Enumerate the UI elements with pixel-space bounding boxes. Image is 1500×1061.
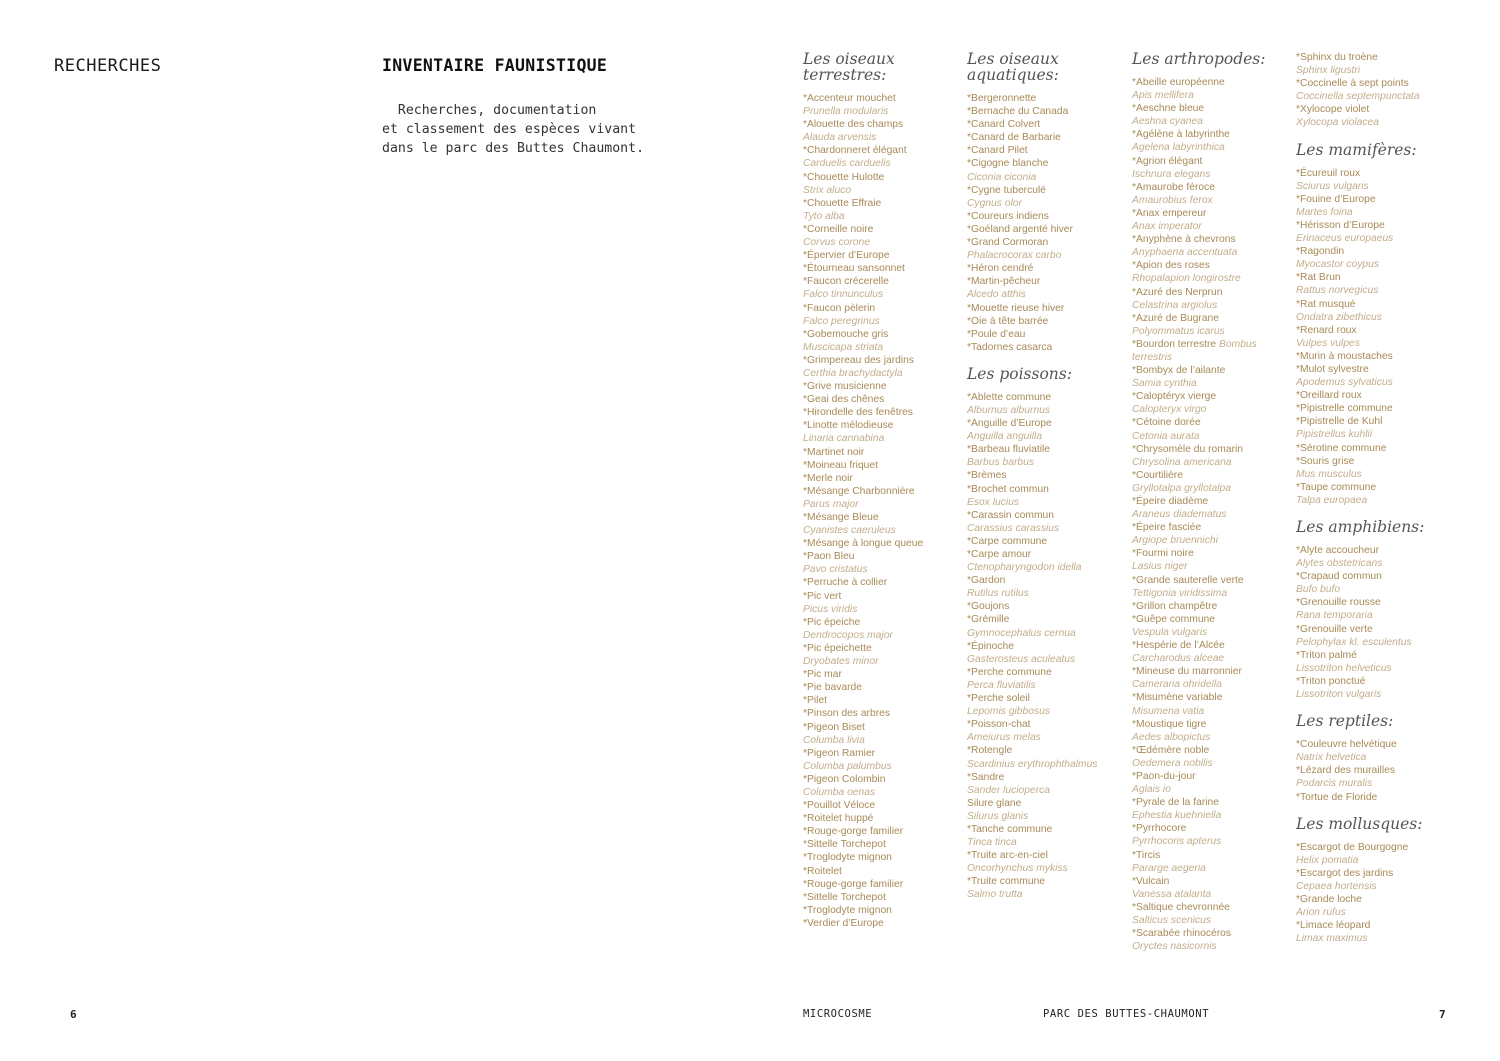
- species-latin-name: Barbus barbus: [967, 457, 1034, 469]
- species-latin-name: Vanessa atalanta: [1132, 888, 1212, 900]
- group-heading: Les arthropodes:: [1132, 50, 1266, 68]
- species-common-name: *Pigeon Biset: [803, 721, 865, 733]
- species-common-name: *Gardon: [967, 575, 1006, 587]
- species-common-name: *Martin-pêcheur: [967, 276, 1041, 288]
- page-number-right: 7: [1439, 1008, 1447, 1021]
- species-common-name: *Anax empereur: [1132, 207, 1207, 219]
- species-common-name: *Anguille d’Europe: [967, 418, 1052, 430]
- species-latin-name: Aeshna cyanea: [1132, 116, 1203, 128]
- species-common-name: *Triton palmé: [1296, 649, 1357, 661]
- species-common-name: *Caloptéryx vierge: [1132, 391, 1217, 403]
- species-latin-name: Mus musculus: [1296, 468, 1362, 480]
- species-common-name: *Taupe commune: [1296, 481, 1377, 493]
- species-common-name: *Pinson des arbres: [803, 708, 891, 720]
- species-latin-name: Helix pomatia: [1296, 854, 1359, 866]
- species-latin-name: Pelophylax kl. esculentus: [1296, 636, 1412, 648]
- species-latin-name: Sciurus vulgaris: [1296, 180, 1369, 192]
- species-latin-name: Falco tinnunculus: [803, 289, 884, 301]
- species-common-name: *Linotte mélodieuse: [803, 420, 894, 432]
- species-list: [1132, 76, 1292, 953]
- species-latin-name: Strix aluco: [803, 184, 852, 196]
- species-latin-name: Rana temporaria: [1296, 610, 1373, 622]
- species-common-name: *Aeschne bleue: [1132, 103, 1205, 115]
- species-common-name: *Chouette Effraie: [803, 197, 882, 209]
- species-common-name: *Misumène variable: [1132, 692, 1223, 704]
- species-list: [967, 391, 1127, 902]
- species-common-name: *Truite commune: [967, 876, 1046, 888]
- species-common-name: *Grémille: [967, 614, 1010, 626]
- species-group: [967, 366, 1127, 902]
- species-common-name: *Guêpe commune: [1132, 613, 1215, 625]
- species-list: [1296, 841, 1456, 946]
- species-common-name: *Fouine d’Europe: [1296, 193, 1376, 205]
- species-latin-name: Talpa europaea: [1296, 494, 1368, 506]
- species-common-name: *Grive musicienne: [803, 381, 887, 393]
- species-common-name: *Rouge-gorge familier: [803, 878, 904, 890]
- section-label: RECHERCHES: [54, 56, 162, 76]
- species-latin-name: terrestris: [1132, 351, 1173, 363]
- species-latin-name: Salmo trutta: [967, 889, 1023, 901]
- species-group: [1296, 713, 1456, 803]
- page-title: INVENTAIRE FAUNISTIQUE: [382, 56, 608, 75]
- species-latin-name: Dryobates minor: [803, 656, 879, 668]
- species-common-name: *Poisson-chat: [967, 719, 1031, 731]
- species-common-name: *Pilet: [803, 695, 828, 707]
- species-latin-name: Cygnus olor: [967, 197, 1022, 209]
- species-common-name: *Canard Pilet: [967, 145, 1028, 157]
- species-group: [1132, 51, 1292, 953]
- intro-line: dans le parc des Buttes Chaumont.: [382, 141, 645, 156]
- species-common-name: *Moustique tigre: [1132, 718, 1207, 730]
- species-common-name: *Perruche à collier: [803, 577, 888, 589]
- species-latin-name: Corvus corone: [803, 237, 870, 249]
- species-common-name: *Canard Colvert: [967, 119, 1041, 131]
- group-heading: Les mollusques:: [1296, 814, 1423, 833]
- species-common-name: *Mouette rieuse hiver: [967, 302, 1065, 314]
- group-heading: Les poissons:: [967, 364, 1072, 383]
- species-common-name: *Lézard des murailles: [1296, 765, 1396, 777]
- species-common-name: *Grenouille verte: [1296, 623, 1373, 635]
- species-latin-name: Columba oenas: [803, 786, 876, 798]
- species-latin-name: Lepomis gibbosus: [967, 706, 1050, 718]
- species-common-name: *Écureuil roux: [1296, 167, 1361, 179]
- species-common-name: *Pyrale de la farine: [1132, 797, 1220, 809]
- species-common-name: *Ablette commune: [967, 391, 1052, 403]
- species-latin-name: Erinaceus europaeus: [1296, 233, 1394, 245]
- species-common-name: *Grenouille rousse: [1296, 597, 1381, 609]
- species-common-name: *Mésange Charbonnière: [803, 485, 915, 497]
- species-common-name: *Verdier d’Europe: [803, 917, 884, 929]
- species-common-name: *Pipistrelle de Kuhl: [1296, 416, 1383, 428]
- species-latin-name: Salticus scenicus: [1132, 915, 1211, 926]
- species-common-name: *Apion des roses: [1132, 260, 1210, 272]
- species-common-name: *Ragondin: [1296, 246, 1345, 258]
- species-common-name: *Merle noir: [803, 472, 853, 484]
- species-common-name: *Martinet noir: [803, 446, 865, 458]
- species-common-name: *Rouge-gorge familier: [803, 826, 904, 838]
- species-group: [1296, 51, 1456, 130]
- species-latin-name: Tettigonia viridissima: [1132, 587, 1228, 599]
- species-common-name: *Carassin commun: [967, 509, 1054, 521]
- species-common-name: *Agrion élégant: [1132, 155, 1203, 167]
- species-common-name: *Alouette des champs: [803, 119, 904, 131]
- species-latin-name: Oncorhynchus mykiss: [967, 863, 1068, 875]
- species-common-name: *Pic épeiche: [803, 616, 861, 628]
- species-latin-name: Calopteryx virgo: [1132, 404, 1207, 416]
- species-group: [1296, 816, 1456, 946]
- species-latin-name: Gryllotalpa gryllotalpa: [1132, 482, 1232, 494]
- species-common-name: *Amaurobe féroce: [1132, 181, 1215, 193]
- species-list: [1296, 167, 1456, 507]
- species-latin-name: Cepaea hortensis: [1296, 880, 1377, 892]
- species-latin-name: Columba livia: [803, 734, 865, 746]
- species-latin-name: Samia cynthia: [1132, 378, 1197, 390]
- species-common-name: *Gobemouche gris: [803, 328, 889, 340]
- species-latin-name: Pipistrellus kuhlii: [1296, 429, 1373, 441]
- species-latin-name: Oedemera nobilis: [1132, 757, 1213, 769]
- species-latin-name: Phalacrocorax carbo: [967, 250, 1062, 262]
- species-common-name: *Faucon pèlerin: [803, 302, 876, 314]
- species-common-name: *Azuré de Bugrane: [1132, 312, 1220, 324]
- species-common-name: *Coureurs indiens: [967, 210, 1049, 222]
- species-latin-name: Columba palumbus: [803, 760, 892, 772]
- species-latin-name: Prunella modularis: [803, 106, 889, 118]
- species-common-name: *Mulot sylvestre: [1296, 363, 1369, 375]
- species-latin-name: Gasterosteus aculeatus: [967, 653, 1076, 665]
- species-latin-name: Apis mellifera: [1132, 90, 1194, 102]
- species-common-name: *Triton ponctué: [1296, 675, 1366, 687]
- species-latin-name: Vulpes vulpes: [1296, 337, 1360, 349]
- species-group: [967, 51, 1127, 354]
- group-heading: Les oiseaux terrestres:: [803, 50, 895, 84]
- species-common-name: *Oreillard roux: [1296, 390, 1362, 402]
- species-common-name: *Pipistrelle commune: [1296, 403, 1393, 415]
- species-common-name: *Roitelet huppé: [803, 813, 874, 825]
- species-common-name: *Souris grise: [1296, 455, 1355, 467]
- species-latin-name: Carcharodus alceae: [1132, 653, 1225, 665]
- species-common-name: *Escargot des jardins: [1296, 867, 1394, 879]
- species-common-name: *Héron cendré: [967, 263, 1034, 275]
- species-latin-name: Anax imperator: [1132, 221, 1202, 233]
- species-latin-name: Sander lucioperca: [967, 784, 1050, 796]
- species-latin-name: Bombus: [1219, 338, 1257, 350]
- species-common-name: *Hespérie de l’Alcée: [1132, 640, 1225, 652]
- species-common-name: *Hirondelle des fenêtres: [803, 407, 913, 419]
- species-common-name: *Canard de Barbarie: [967, 132, 1061, 144]
- species-common-name: *Brochet commun: [967, 483, 1049, 495]
- species-common-name: *Fourmi noire: [1132, 548, 1194, 560]
- species-common-name: *Épervier d’Europe: [803, 250, 890, 262]
- species-common-name: *Mésange à longue queue: [803, 538, 924, 550]
- species-latin-name: Perca fluviatilis: [967, 679, 1036, 691]
- species-latin-name: Certhia brachydactyla: [803, 367, 903, 379]
- species-latin-name: Lasius niger: [1132, 561, 1188, 573]
- species-common-name: *Murin à moustaches: [1296, 350, 1393, 362]
- species-common-name: *Grande sauterelle verte: [1132, 574, 1244, 586]
- species-group: [1296, 519, 1456, 701]
- species-common-name: *Cygne tuberculé: [967, 184, 1046, 196]
- species-common-name: *Accenteur mouchet: [803, 93, 896, 104]
- species-common-name: *Sittelle Torchepot: [803, 891, 886, 903]
- species-common-name: *Vulcain: [1132, 875, 1170, 887]
- species-latin-name: Cyanistes caeruleus: [803, 525, 896, 537]
- species-common-name: *Pic épeichette: [803, 642, 872, 654]
- species-latin-name: Bufo bufo: [1296, 584, 1341, 596]
- species-latin-name: Cetonia aurata: [1132, 430, 1200, 442]
- species-common-name: *Grand Cormoran: [967, 237, 1049, 249]
- species-common-name: *Abeille européenne: [1132, 77, 1225, 88]
- species-latin-name: Pyrrhocoris apterus: [1132, 836, 1222, 848]
- species-latin-name: Anguilla anguilla: [967, 431, 1042, 443]
- footer-location: PARC DES BUTTES-CHAUMONT: [1043, 1008, 1210, 1020]
- species-list: [1296, 544, 1456, 701]
- species-latin-name: Arion rufus: [1296, 907, 1346, 919]
- species-common-name: *Bombyx de l’ailante: [1132, 365, 1226, 377]
- species-latin-name: Celastrina argiolus: [1132, 299, 1218, 311]
- species-common-name: *Chrysomèle du romarin: [1132, 443, 1244, 455]
- species-list: [1296, 738, 1456, 803]
- species-common-name: *Pouillot Véloce: [803, 800, 876, 812]
- species-latin-name: Rattus norvegicus: [1296, 285, 1379, 297]
- species-group: [1296, 142, 1456, 507]
- species-column-2: [967, 51, 1127, 914]
- species-common-name: *Perche soleil: [967, 693, 1030, 705]
- intro-line: et classement des espèces vivant: [382, 122, 637, 137]
- species-latin-name: Scardinius erythrophthalmus: [967, 758, 1098, 770]
- species-latin-name: Xylocopa violacea: [1296, 117, 1379, 129]
- species-common-name: *Chardonneret élégant: [803, 145, 907, 157]
- species-common-name: *Troglodyte mignon: [803, 852, 892, 864]
- species-latin-name: Chrysolina americana: [1132, 456, 1232, 468]
- species-column-3: [1132, 51, 1292, 965]
- species-common-name: *Grande loche: [1296, 893, 1362, 905]
- footer-publication: MICROCOSME: [803, 1008, 873, 1020]
- species-common-name: *Poule d’eau: [967, 328, 1026, 340]
- species-latin-name: Ischnura elegans: [1132, 168, 1211, 180]
- species-latin-name: Podarcis muralis: [1296, 778, 1373, 790]
- species-common-name: *Barbeau fluviatile: [967, 444, 1050, 456]
- species-common-name: *Œdémère noble: [1132, 744, 1210, 756]
- species-latin-name: Tinca tinca: [967, 837, 1017, 849]
- species-latin-name: Gymnocephalus cernua: [967, 627, 1076, 639]
- species-latin-name: Araneus diadematus: [1132, 509, 1227, 521]
- species-latin-name: Alauda arvensis: [803, 132, 877, 144]
- species-latin-name: Parus major: [803, 498, 859, 510]
- species-latin-name: Pavo cristatus: [803, 564, 868, 576]
- species-latin-name: Cameraria ohridella: [1132, 679, 1222, 691]
- species-latin-name: Alburnus alburnus: [967, 404, 1050, 416]
- species-common-name: *Azuré des Nerprun: [1132, 286, 1223, 298]
- species-latin-name: Limax maximus: [1296, 933, 1368, 945]
- species-common-name: *Pigeon Colombin: [803, 773, 886, 785]
- species-common-name: *Saltique chevronnée: [1132, 901, 1230, 913]
- species-common-name: *Épinoche: [967, 640, 1014, 652]
- species-common-name: *Bergeronnette: [967, 93, 1037, 104]
- species-column-1: [803, 51, 963, 942]
- species-common-name: *Sérotine commune: [1296, 442, 1387, 454]
- species-common-name: *Mineuse du marronnier: [1132, 666, 1242, 678]
- species-common-name: *Pigeon Ramier: [803, 747, 876, 759]
- intro-line: Recherches, documentation: [382, 103, 597, 118]
- species-latin-name: Coccinella septempunctata: [1296, 91, 1420, 103]
- species-common-name: *Rat Brun: [1296, 272, 1341, 284]
- species-latin-name: Linaria cannabina: [803, 433, 885, 445]
- species-latin-name: Ctenopharyngodon idella: [967, 562, 1082, 574]
- species-column-4: [1296, 51, 1456, 957]
- species-common-name: *Troglodyte mignon: [803, 904, 892, 916]
- species-common-name: *Geai des chênes: [803, 394, 885, 406]
- species-common-name: *Épeire diadème: [1132, 496, 1209, 507]
- species-common-name: *Cigogne blanche: [967, 158, 1049, 170]
- species-latin-name: Anyphaena accentuata: [1132, 247, 1238, 259]
- species-latin-name: Myocastor coypus: [1296, 259, 1379, 271]
- species-latin-name: Ephestia kuehniella: [1132, 810, 1222, 822]
- species-common-name: *Tadornes casarca: [967, 341, 1053, 353]
- species-latin-name: Martes foina: [1296, 206, 1353, 218]
- species-common-name: *Xylocope violet: [1296, 104, 1370, 116]
- species-latin-name: Argiope bruennichi: [1132, 535, 1218, 547]
- species-common-name: [1132, 338, 1292, 351]
- species-latin-name: Tyto alba: [803, 210, 845, 222]
- species-common-name: *Perche commune: [967, 666, 1052, 678]
- species-common-name: *Rotengle: [967, 745, 1013, 757]
- species-common-name: *Paon Bleu: [803, 551, 855, 563]
- species-latin-name: Misumena vatia: [1132, 705, 1205, 717]
- species-latin-name: Aedes albopictus: [1132, 731, 1211, 743]
- species-common-name: *Sphinx du troène: [1296, 52, 1378, 63]
- species-latin-name: Lissotriton helveticus: [1296, 662, 1392, 674]
- species-common-name: *Escargot de Bourgogne: [1296, 841, 1409, 853]
- species-group: [803, 51, 963, 930]
- species-common-name-text: *Bourdon terrestre: [1132, 338, 1217, 350]
- intro-paragraph: [382, 101, 692, 158]
- group-heading: Les reptiles:: [1296, 712, 1394, 731]
- species-common-name: *Crapaud commun: [1296, 571, 1382, 583]
- species-latin-name: Falco peregrinus: [803, 315, 880, 327]
- species-latin-name: Sphinx ligustri: [1296, 65, 1361, 77]
- species-latin-name: Lissotriton vulgaris: [1296, 689, 1382, 701]
- species-common-name: *Tircis: [1132, 849, 1161, 861]
- species-common-name: *Grimpereau des jardins: [803, 354, 915, 366]
- species-common-name: *Cétoine dorée: [1132, 417, 1201, 429]
- species-list: [803, 92, 963, 930]
- species-common-name: *Faucon crécerelle: [803, 276, 889, 288]
- species-common-name: Silure glane: [967, 797, 1022, 809]
- species-common-name: *Chouette Hulotte: [803, 171, 885, 183]
- species-latin-name: Silurus glanis: [967, 810, 1029, 822]
- species-common-name: *Coccinelle à sept points: [1296, 78, 1409, 90]
- species-latin-name: Rutilus rutilus: [967, 588, 1029, 600]
- species-common-name: *Rat musqué: [1296, 298, 1356, 310]
- species-latin-name: Pararge aegeria: [1132, 862, 1206, 874]
- species-latin-name: Polyommatus icarus: [1132, 325, 1225, 337]
- species-common-name: *Pie bavarde: [803, 682, 862, 694]
- species-common-name: *Paon-du-jour: [1132, 770, 1196, 782]
- species-latin-name: Dendrocopos major: [803, 629, 893, 641]
- species-common-name: *Scarabée rhinocéros: [1132, 928, 1232, 940]
- species-latin-name: Esox lucius: [967, 496, 1020, 508]
- species-latin-name: Alytes obstetricans: [1296, 558, 1383, 570]
- species-common-name: *Roitelet: [803, 865, 842, 877]
- species-common-name: *Sittelle Torchepot: [803, 839, 886, 851]
- species-list: [1296, 51, 1456, 130]
- species-common-name: *Brèmes: [967, 470, 1007, 482]
- species-latin-name: Alcedo atthis: [967, 289, 1026, 301]
- species-common-name: *Carpe amour: [967, 549, 1032, 560]
- page-number-left: 6: [70, 1008, 78, 1021]
- species-common-name: *Oie à tête barrée: [967, 315, 1049, 327]
- species-latin-name: Agelena labyrinthica: [1132, 142, 1225, 154]
- species-common-name: *Tortue de Floride: [1296, 791, 1378, 803]
- species-latin-name: Aglais io: [1132, 784, 1171, 796]
- species-latin-name: Rhopalapion longirostre: [1132, 273, 1241, 285]
- species-common-name: *Bernache du Canada: [967, 106, 1069, 118]
- species-common-name: *Pic mar: [803, 669, 842, 681]
- group-heading: Les oiseaux aquatiques:: [967, 50, 1059, 84]
- species-common-name: *Pyrrhocore: [1132, 823, 1187, 835]
- species-common-name: *Goéland argenté hiver: [967, 223, 1073, 235]
- species-common-name: *Alyte accoucheur: [1296, 545, 1379, 556]
- species-common-name: *Renard roux: [1296, 324, 1357, 336]
- species-latin-name: Muscicapa striata: [803, 341, 884, 353]
- species-common-name: *Anyphène à chevrons: [1132, 234, 1236, 246]
- species-common-name: *Étourneau sansonnet: [803, 263, 905, 275]
- species-latin-name: Vespula vulgaris: [1132, 626, 1208, 638]
- species-latin-name: Apodemus sylvaticus: [1296, 377, 1393, 389]
- species-common-name: *Moineau friquet: [803, 459, 878, 471]
- species-common-name: *Tanche commune: [967, 823, 1053, 835]
- species-latin-name: Ciconia ciconia: [967, 171, 1037, 183]
- species-latin-name: Carassius carassius: [967, 522, 1060, 534]
- species-common-name: *Courtilière: [1132, 469, 1183, 481]
- species-latin-name: Ameiurus melas: [967, 732, 1041, 744]
- species-list: [967, 92, 1127, 354]
- species-common-name: *Hérisson d’Europe: [1296, 219, 1385, 231]
- species-common-name: *Couleuvre helvétique: [1296, 739, 1397, 751]
- species-latin-name: Natrix helvetica: [1296, 752, 1367, 764]
- species-latin-name: Oryctes nasicornis: [1132, 941, 1217, 953]
- species-common-name: *Agélène à labyrinthe: [1132, 129, 1230, 141]
- group-heading: Les mamifères:: [1296, 140, 1417, 159]
- species-common-name: *Grillon champêtre: [1132, 600, 1218, 612]
- species-latin-name: Picus viridis: [803, 603, 858, 615]
- species-common-name: *Goujons: [967, 601, 1010, 613]
- species-common-name: *Pic vert: [803, 590, 842, 602]
- species-common-name: *Mésange Bleue: [803, 512, 879, 523]
- species-common-name: *Épeire fasciée: [1132, 522, 1202, 534]
- group-heading: Les amphibiens:: [1296, 518, 1425, 536]
- species-common-name: *Corneille noire: [803, 223, 874, 235]
- species-latin-name: Amaurobius ferox: [1132, 194, 1213, 206]
- species-common-name: *Carpe commune: [967, 535, 1048, 547]
- species-latin-name: Ondatra zibethicus: [1296, 311, 1382, 323]
- species-common-name: *Sandre: [967, 771, 1005, 783]
- species-common-name: *Truite arc-en-ciel: [967, 850, 1048, 862]
- species-common-name: *Limace léopard: [1296, 920, 1371, 932]
- species-latin-name: Carduelis carduelis: [803, 158, 891, 170]
